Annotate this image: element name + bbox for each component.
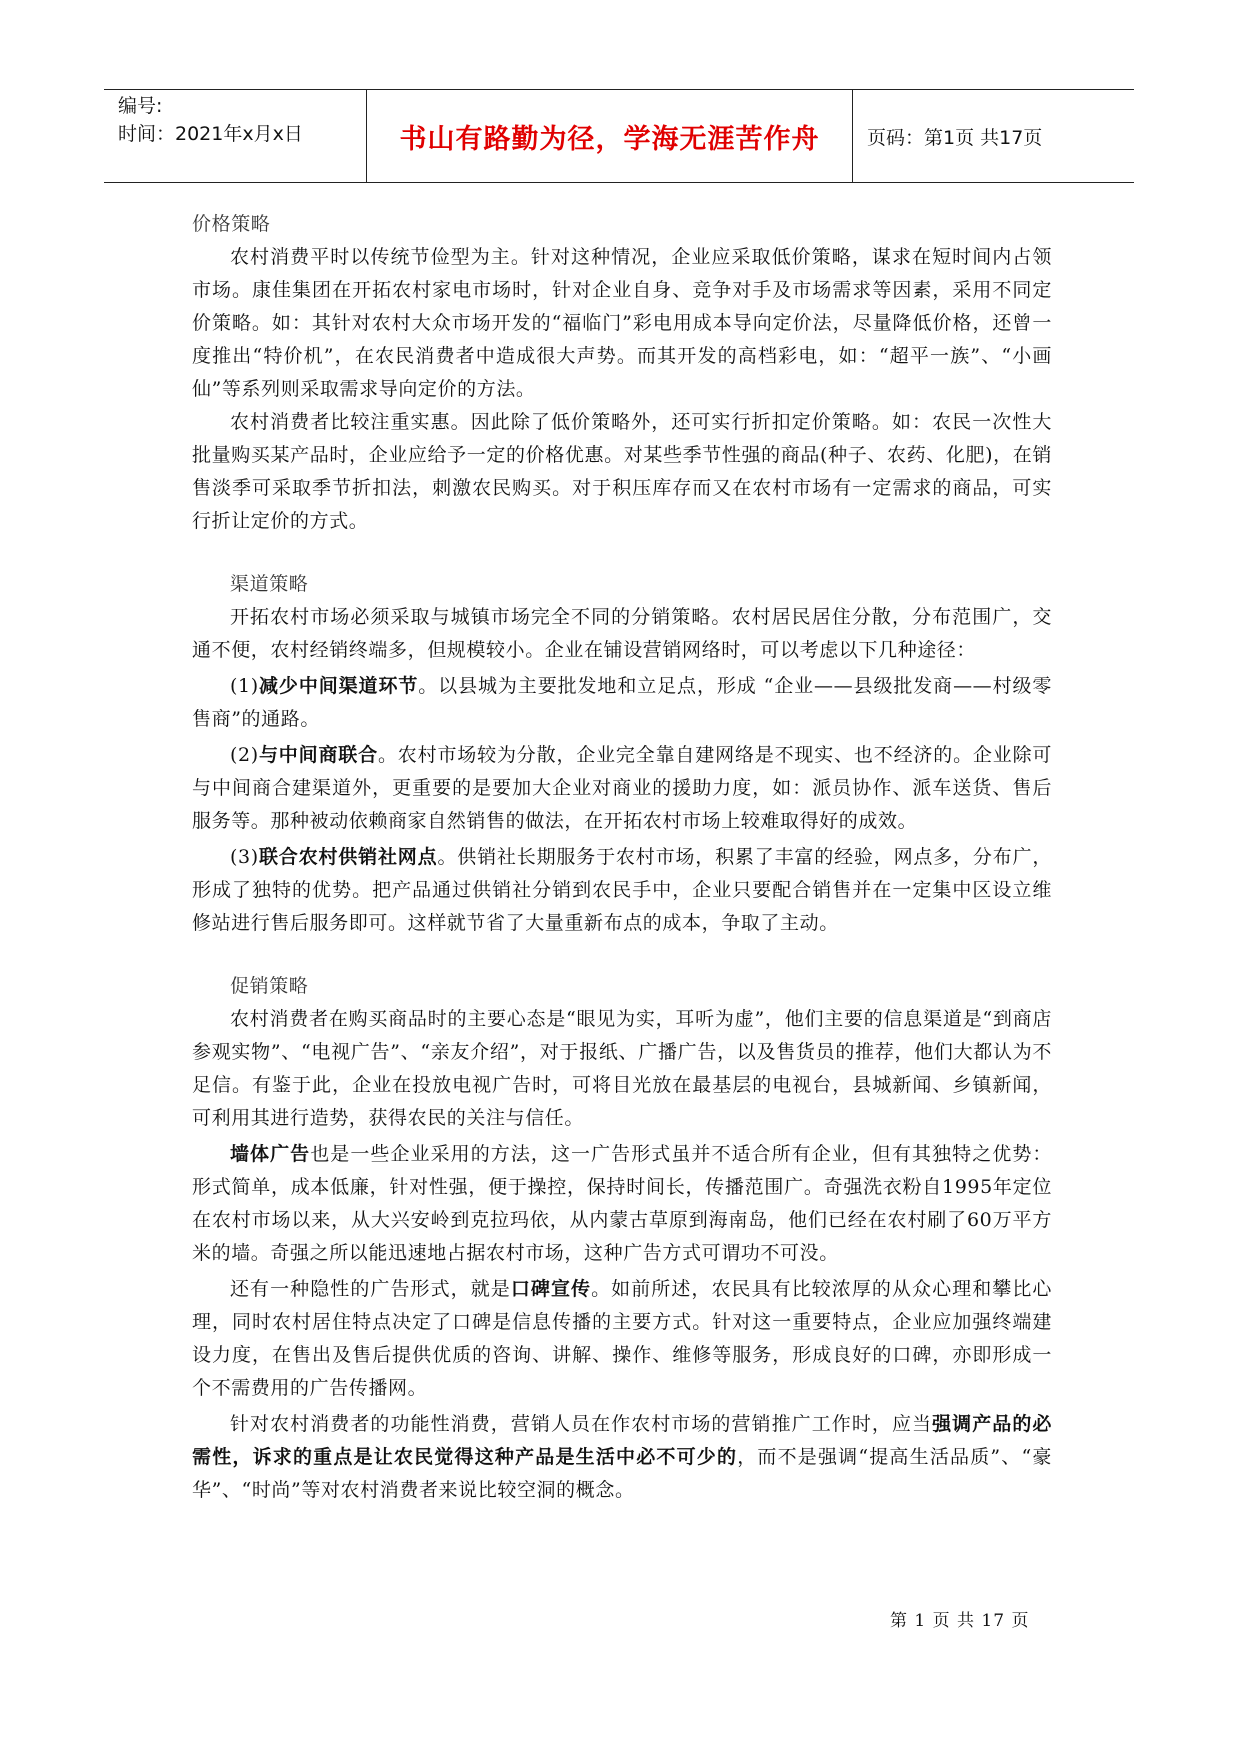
header-page-cell — [853, 90, 1134, 182]
highlight-term: 口碑宣传 — [510, 1278, 592, 1300]
paragraph-text: 针对农村消费者的功能性消费，营销人员在作农村市场的营销推广工作时，应当 — [230, 1413, 933, 1435]
item-heading: 与中间商联合 — [258, 744, 378, 766]
promotion-paragraph-4 — [192, 1408, 1052, 1507]
paragraph-text: 还有一种隐性的广告形式，就是 — [230, 1278, 511, 1300]
document-body — [192, 208, 1052, 1507]
price-paragraph-2: 农村消费者比较注重实惠。因此除了低价策略外，还可实行折扣定价策略。如：农民一次性大批量购买某产品时，企业应给予一定的价格优惠。对某些季节性强的商品(种子、农药、化肥)，在销售淡季可采取季节折扣法，刺激农民购买。对于积压库存而又在农村市场有一定需求的商品，可实行折让定价的方式。 — [192, 411, 1052, 532]
section-gap — [192, 940, 1052, 970]
item-text: 。农村市场较为分散，企业完全靠自建网络是不现实、也不经济的。企业除可与中间商合建渠道外，更重要的是要加大企业对商业的援助力度，如：派员协作、派车送货、售后服务等。那种被动依赖商家自然销售的做法，在开拓农村市场上较难取得好的成效。 — [192, 744, 1052, 832]
promotion-paragraph-1: 农村消费者在购买商品时的主要心态是“眼见为实，耳听为虚”，他们主要的信息渠道是“到商店参观实物”、“电视广告”、“亲友介绍”，对于报纸、广播广告，以及售货员的推荐，他们大都认为不足信。有鉴于此，企业在投放电视广告时，可将目光放在最基层的电视台，县城新闻、乡镇新闻，可利用其进行造势，获得农民的关注与信任。 — [192, 1008, 1052, 1129]
channel-item-2 — [192, 739, 1052, 838]
header-motto-cell — [367, 90, 853, 182]
item-number: (3) — [230, 846, 259, 868]
item-text: 。以县城为主要批发地和立足点，形成 “企业——县级批发商——村级零售商”的通路。 — [192, 675, 1052, 730]
promotion-paragraph-2 — [192, 1138, 1052, 1270]
channel-item-1 — [192, 670, 1052, 736]
page-footer: 第 1 页 共 17 页 — [890, 1611, 1030, 1631]
channel-paragraph-1: 开拓农村市场必须采取与城镇市场完全不同的分销策略。农村居民居住分散，分布范围广，交通不便，农村经销终端多，但规模较小。企业在铺设营销网络时，可以考虑以下几种途径： — [192, 606, 1052, 661]
code-label: 编号: — [118, 95, 163, 117]
item-heading: 减少中间渠道环节 — [258, 675, 419, 697]
item-number: (2) — [230, 744, 259, 766]
paragraph-text: 。如前所述，农民具有比较浓厚的从众心理和攀比心理，同时农村居住特点决定了口碑是信息传播的主要方式。针对这一重要特点，企业应加强终端建设力度，在售出及售后提供优质的咨询、讲解、操作、维修等服务，形成良好的口碑，亦即形成一个不需费用的广告传播网。 — [192, 1278, 1053, 1399]
section-title-channel: 渠道策略 — [230, 573, 309, 595]
highlight-term: 强调产品的必需性，诉求的重点是让农民觉得这种产品是生活中必不可少的 — [192, 1413, 1052, 1468]
paragraph-text: ，而不是强调“提高生活品质”、“豪华”、“时尚”等对农村消费者来说比较空洞的概念。 — [192, 1446, 1052, 1501]
section-title-price: 价格策略 — [192, 213, 271, 235]
paragraph-text: 也是一些企业采用的方法，这一广告形式虽并不适合所有企业，但有其独特之优势：形式简单，成本低廉，针对性强，便于操控，保持时间长，传播范围广。奇强洗衣粉自1995年定位在农村市场以来，从大兴安岭到克拉玛依，从内蒙古草原到海南岛，他们已经在农村刷了60万平方米的墙。奇强之所以能迅速地占据农村市场，这种广告方式可谓功不可没。 — [192, 1143, 1053, 1264]
item-number: (1) — [230, 675, 259, 697]
price-paragraph-1: 农村消费平时以传统节俭型为主。针对这种情况，企业应采取低价策略，谋求在短时间内占领市场。康佳集团在开拓农村家电市场时，针对企业自身、竞争对手及市场需求等因素，采用不同定价策略。如：其针对农村大众市场开发的“福临门”彩电用成本导向定价法，尽量降低价格，还曾一度推出“特价机”，在农民消费者中造成很大声势。而其开发的高档彩电，如：“超平一族”、“小画仙”等系列则采取需求导向定价的方法。 — [192, 246, 1052, 400]
item-text: 。供销社长期服务于农村市场，积累了丰富的经验，网点多，分布广，形成了独特的优势。把产品通过供销社分销到农民手中，企业只要配合销售并在一定集中区设立维修站进行售后服务即可。这样就节省了大量重新布点的成本，争取了主动。 — [192, 846, 1052, 934]
header-page-label: 页码：第1页 共17页 — [867, 126, 1043, 149]
channel-item-3 — [192, 841, 1052, 940]
section-title-promotion: 促销策略 — [230, 975, 309, 997]
header-meta — [104, 90, 367, 182]
motto: 书山有路勤为径，学海无涯苦作舟 — [399, 123, 820, 155]
highlight-term: 墙体广告 — [230, 1143, 311, 1165]
page-header — [104, 89, 1134, 183]
time-label: 时间：2021年x月x日 — [118, 123, 303, 145]
section-gap — [192, 538, 1052, 568]
item-heading: 联合农村供销社网点 — [258, 846, 438, 868]
promotion-paragraph-3 — [192, 1273, 1052, 1405]
